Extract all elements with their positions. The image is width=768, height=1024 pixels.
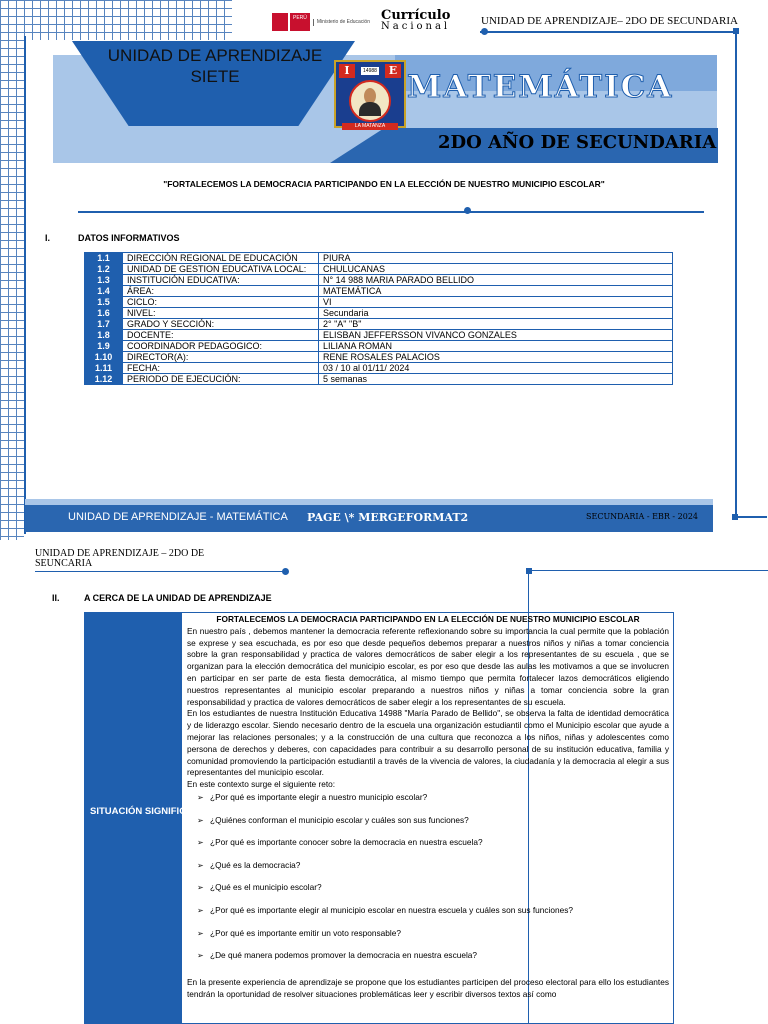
arrow-bullet-icon: ➢ [197,838,204,848]
question-text: ¿Qué es el municipio escolar? [210,882,322,893]
arrow-bullet-icon: ➢ [197,792,204,802]
arrow-bullet-icon: ➢ [197,860,204,870]
info-row [85,363,673,374]
info-row [85,308,673,319]
info-cell-num: 1.1 [85,253,123,264]
situation-closing: En la presente experiencia de aprendizaje se propone que los estudiantes participen del proceso electoral para ello los estudiantes tendrán la oportunidad de resolver situaciones problemáticas leer y escribir diversos textos así como [187,976,669,999]
info-cell-label: PERIODO DE EJECUCIÓN: [123,374,319,385]
info-cell-value: ELISBAN JEFFERSSON VIVANCO GONZALES [319,330,673,341]
info-cell-label: ÁREA: [123,286,319,297]
question-item [197,860,669,883]
info-cell-value: MATEMÁTICA [319,286,673,297]
situation-content [187,614,669,1000]
page2-right-line [528,570,768,571]
question-text: ¿Por qué es importante elegir a nuestro municipio escolar? [210,791,428,802]
info-cell-num: 1.9 [85,341,123,352]
question-text: ¿De qué manera podemos promover la democracia en nuestra escuela? [210,950,478,961]
section2-number: II. [52,593,60,603]
section1-number: I. [45,233,51,243]
question-text: ¿Por qué es importante emitir un voto responsable? [210,927,401,938]
section1-title: DATOS INFORMATIVOS [78,233,180,243]
info-table [84,252,673,385]
page-border-left [24,36,26,534]
info-cell-label: COORDINADOR PEDAGOGICO: [123,341,319,352]
footer-page-field: PAGE \* MERGEFORMAT2 [307,511,469,524]
situation-label: SITUACIÓN SIGNIFICATIVA [90,806,214,817]
info-cell-value: PIURA [319,253,673,264]
page2-header-dot [282,568,289,575]
arrow-bullet-icon: ➢ [197,951,204,961]
subject-title: MATEMÁTICA [407,69,674,105]
grid-decoration-top [0,0,232,40]
nacional-logo: Nacional [381,21,451,32]
crest-number: 14988 [363,68,377,74]
section2-title: A CERCA DE LA UNIDAD DE APRENDIZAJE [84,593,272,603]
page-border-right [735,31,737,517]
info-row [85,341,673,352]
footer-left-text: UNIDAD DE APRENDIZAJE - MATEMÁTICA [68,511,288,523]
question-text: ¿Por qué es importante conocer sobre la democracia en nuestra escuela? [210,837,483,848]
question-item [197,950,669,973]
info-cell-value: Secundaria [319,308,673,319]
info-cell-num: 1.8 [85,330,123,341]
grade-title: 2DO AÑO DE SECUNDARIA [438,132,717,153]
info-cell-num: 1.2 [85,264,123,275]
info-row [85,374,673,385]
question-item [197,882,669,905]
info-cell-value: N° 14 988 MARIA PARADO BELLIDO [319,275,673,286]
header-divider [480,31,738,33]
info-cell-value: 2° "A" "B" [319,319,673,330]
arrow-bullet-icon: ➢ [197,815,204,825]
question-item [197,905,669,928]
info-cell-label: DIRECCIÓN REGIONAL DE EDUCACIÓN [123,253,319,264]
page2-header: UNIDAD DE APRENDIZAJE – 2DO DE SEUNCARIA [35,548,205,569]
quote-dot [464,207,471,214]
info-cell-value: 03 / 10 al 01/11/ 2024 [319,363,673,374]
unit-title-line1: UNIDAD DE APRENDIZAJE [107,46,323,65]
questions-intro: En este contexto surge el siguiente reto: [187,779,336,790]
page2-corner [526,568,532,574]
info-cell-label: FECHA: [123,363,319,374]
info-cell-num: 1.6 [85,308,123,319]
crest-portrait [349,80,391,122]
arrow-bullet-icon: ➢ [197,883,204,893]
crest-letter-left: I [339,64,355,78]
info-cell-num: 1.11 [85,363,123,374]
situation-label-cell [84,612,182,1024]
info-row [85,352,673,363]
question-item [197,792,669,815]
question-item [197,837,669,860]
page2-header-line [35,571,287,572]
ministry-label: Ministerio de Educación [313,19,370,26]
info-row [85,319,673,330]
crest-letter-right: E [385,64,401,78]
info-cell-value: VI [319,297,673,308]
info-row [85,286,673,297]
info-cell-num: 1.5 [85,297,123,308]
school-crest-icon [334,60,406,128]
grid-decoration-left [0,40,24,540]
info-row [85,275,673,286]
info-row [85,264,673,275]
unit-title-line2: SIETE [190,67,240,86]
unit-title [96,45,334,87]
situation-paragraph-2: En los estudiantes de nuestra Institución Educativa 14988 "María Parado de Bellido", se observa la falta de identidad democrática y de liderazgo escolar. Siendo necesario dentro de la escuela una organización estudiantil como el Municipio escolar que ayude a mejorar las relaciones personales; y a la construcción de una cultura que reconozca a los niños, niñas y adolescentes como persona de derechos y deberes, con capacidades para contribuir a su desarrollo personal de su institución educativa, familia y comunidad promoviendo la participación estudiantil a través de la vivencia de valores, la ciudadanía y la democracia al elegir a sus representantes del municipio escolar. [187,708,669,778]
peru-label: PERÚ [290,13,310,31]
info-row [85,330,673,341]
info-cell-label: GRADO Y SECCIÓN: [123,319,319,330]
info-row [85,297,673,308]
info-cell-label: INSTITUCIÓN EDUCATIVA: [123,275,319,286]
question-text: ¿Por qué es importante elegir al municipio escolar en nuestra escuela y cuáles son sus funciones? [210,904,573,915]
info-cell-label: UNIDAD DE GESTION EDUCATIVA LOCAL: [123,264,319,275]
question-item [197,815,669,838]
info-cell-label: CICLO: [123,297,319,308]
info-row [85,253,673,264]
question-item [197,928,669,951]
info-cell-num: 1.10 [85,352,123,363]
peru-flag-icon [272,13,288,31]
info-cell-label: DOCENTE: [123,330,319,341]
info-cell-num: 1.4 [85,286,123,297]
quote-divider [78,211,704,213]
situation-paragraph-1: En nuestro país , debemos mantener la democracia referente reflexionando sobre su importancia la cual permite que la población se exprese y sea escuchada, es por eso que desde pequeños debemos preparar a nuestros niños y niñas a tomar conciencia sobre la gran responsabilidad y practica de valores democráticos de saber elegir a los representantes de su escuela , que se organizan para la elección democrática del municipio escolar, es por eso que desde las aulas les motivamos a que se involucren en participar en ser parte de esta fiesta democrática, al mismo tiempo que permita fortalecer lazos democráticos eligiendo nuestros representantes al municipio escolar preparando a nuestros niños y niñas a tomar conciencia sobre la gran responsabilidad y practica de valores democráticos de saber elegir a los representantes de su escuela. [187,625,669,707]
peru-ministry-logo [272,11,370,33]
info-cell-value: LILIANA ROMAN [319,341,673,352]
footer-right-text: SECUNDARIA - EBR - 2024 [586,512,699,521]
header-unit-title: UNIDAD DE APRENDIZAJE– 2DO DE SECUNDARIA [481,15,738,27]
info-cell-num: 1.3 [85,275,123,286]
info-cell-label: DIRECTOR(A): [123,352,319,363]
info-cell-value: RENE ROSALES PALACIOS [319,352,673,363]
info-cell-value: 5 semanas [319,374,673,385]
unit-quote: "FORTALECEMOS LA DEMOCRACIA PARTICIPANDO EN LA ELECCIÓN DE NUESTRO MUNICIPIO ESCOLAR" [163,179,605,189]
curriculo-logo: Currículo [381,8,451,23]
question-text: ¿Qué es la democracia? [210,859,301,870]
footer-corner [732,514,738,520]
situation-title: FORTALECEMOS LA DEMOCRACIA PARTICIPANDO EN LA ELECCIÓN DE NUESTRO MUNICIPIO ESCOLAR [216,614,640,624]
info-cell-label: NIVEL: [123,308,319,319]
arrow-bullet-icon: ➢ [197,905,204,915]
crest-ribbon: LA MATANZA [342,123,398,130]
question-text: ¿Quiénes conforman el municipio escolar y cuáles son sus funciones? [210,814,469,825]
header-dot [481,28,488,35]
arrow-bullet-icon: ➢ [197,928,204,938]
questions-list [187,792,669,973]
info-cell-num: 1.7 [85,319,123,330]
info-cell-value: CHULUCANAS [319,264,673,275]
info-cell-num: 1.12 [85,374,123,385]
footer-connector [735,516,767,518]
